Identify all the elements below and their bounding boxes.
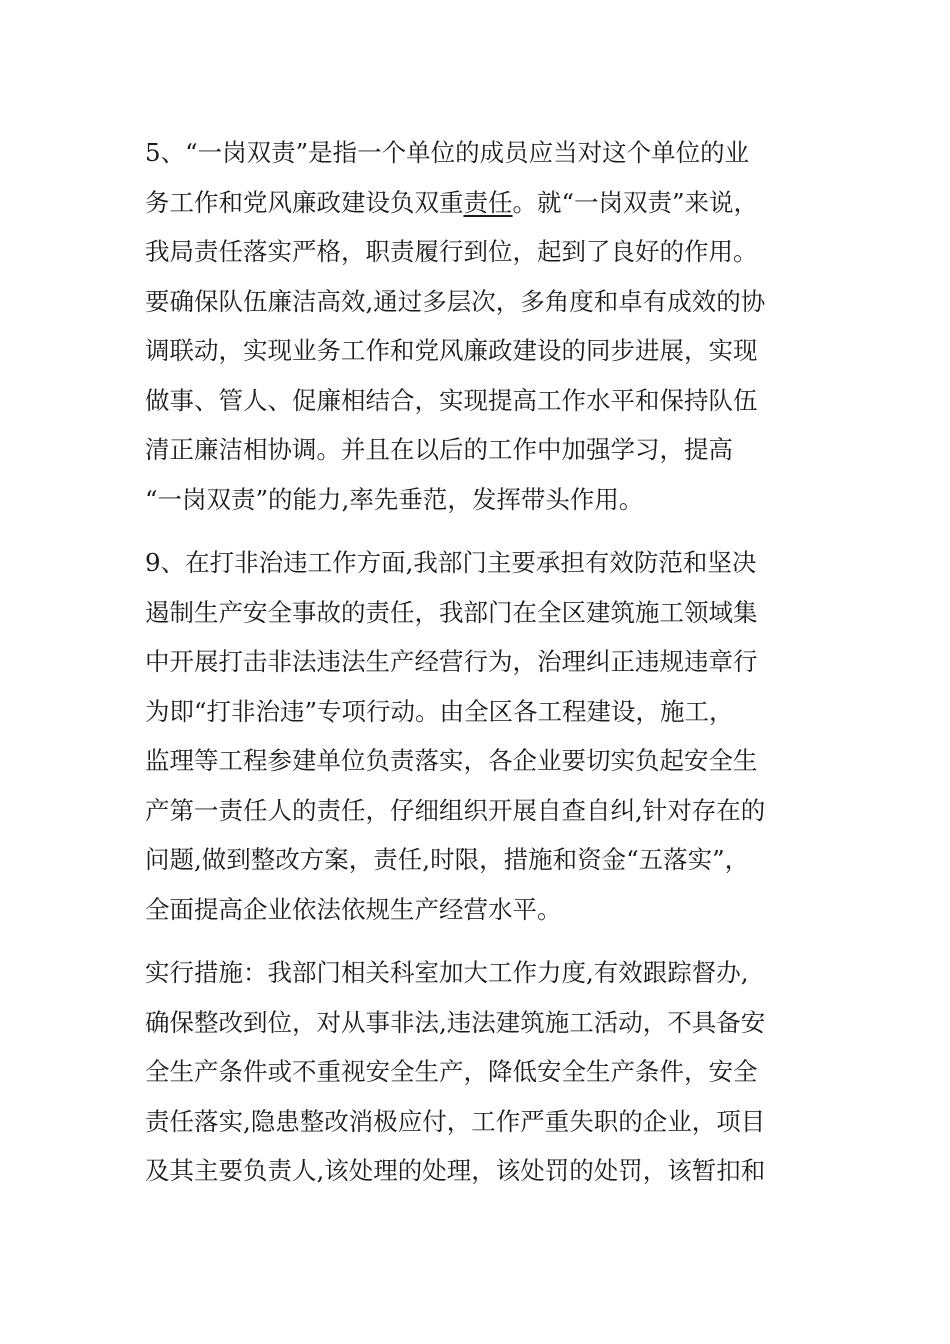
text-segment: 。就“一岗双责”来说，	[512, 187, 759, 217]
text-line: 要确保队伍廉洁高效,通过多层次，多角度和卓有成效的协	[145, 286, 766, 316]
text-line: 产第一责任人的责任，仔细组织开展自查自纠,针对存在的	[145, 795, 766, 825]
text-line: 责任落实,隐患整改消极应付，工作严重失职的企业，项目	[145, 1106, 766, 1136]
text-line	[145, 178, 805, 228]
paragraph-implementation-measures	[145, 948, 805, 1196]
text-line: 9、在打非治违工作方面,我部门主要承担有效防范和坚决	[145, 548, 757, 577]
text-line: 全生产条件或不重视安全生产，降低安全生产条件，安全	[145, 1057, 758, 1086]
text-line: 清正廉洁相协调。并且在以后的工作中加强学习，提高	[145, 435, 733, 464]
document-body	[145, 128, 805, 1210]
text-line: 调联动，实现业务工作和党风廉政建设的同步进展，实现	[145, 336, 758, 365]
text-line: 监理等工程参建单位负责落实，各企业要切实负起安全生	[145, 746, 758, 775]
text-line: 确保整改到位，对从事非法,违法建筑施工活动，不具备安	[145, 1007, 766, 1037]
text-segment: 务工作和党风廉政建设负双重	[145, 187, 464, 217]
text-line: 5、“一岗双责”是指一个单位的成员应当对这个单位的业	[145, 138, 750, 167]
text-line: 中开展打击非法违法生产经营行为，治理纠正违规违章行	[145, 647, 758, 676]
text-line: 全面提高企业依法依规生产经营水平。	[145, 894, 562, 924]
text-line: 问题,做到整改方案，责任,时限，措施和资金“五落实”，	[145, 845, 750, 874]
text-line: “一岗双责”的能力,率先垂范，发挥带头作用。	[145, 484, 644, 514]
text-line: 实行措施：我部门相关科室加大工作力度,有效跟踪督办,	[145, 958, 749, 987]
paragraph-crackdown-work	[145, 538, 805, 934]
text-line: 及其主要负责人,该处理的处理，该处罚的处罚，该暂扣和	[145, 1156, 766, 1185]
underlined-term: 责任	[463, 187, 513, 217]
text-line: 遏制生产安全事故的责任，我部门在全区建筑施工领域集	[145, 597, 758, 627]
text-line: 做事、管人、促廉相结合，实现提高工作水平和保持队伍	[145, 385, 758, 415]
text-line: 我局责任落实严格，职责履行到位，起到了良好的作用。	[145, 237, 758, 266]
text-line: 为即“打非治违”专项行动。由全区各工程建设，施工，	[145, 696, 734, 726]
paragraph-one-post-two-duties	[145, 128, 805, 524]
